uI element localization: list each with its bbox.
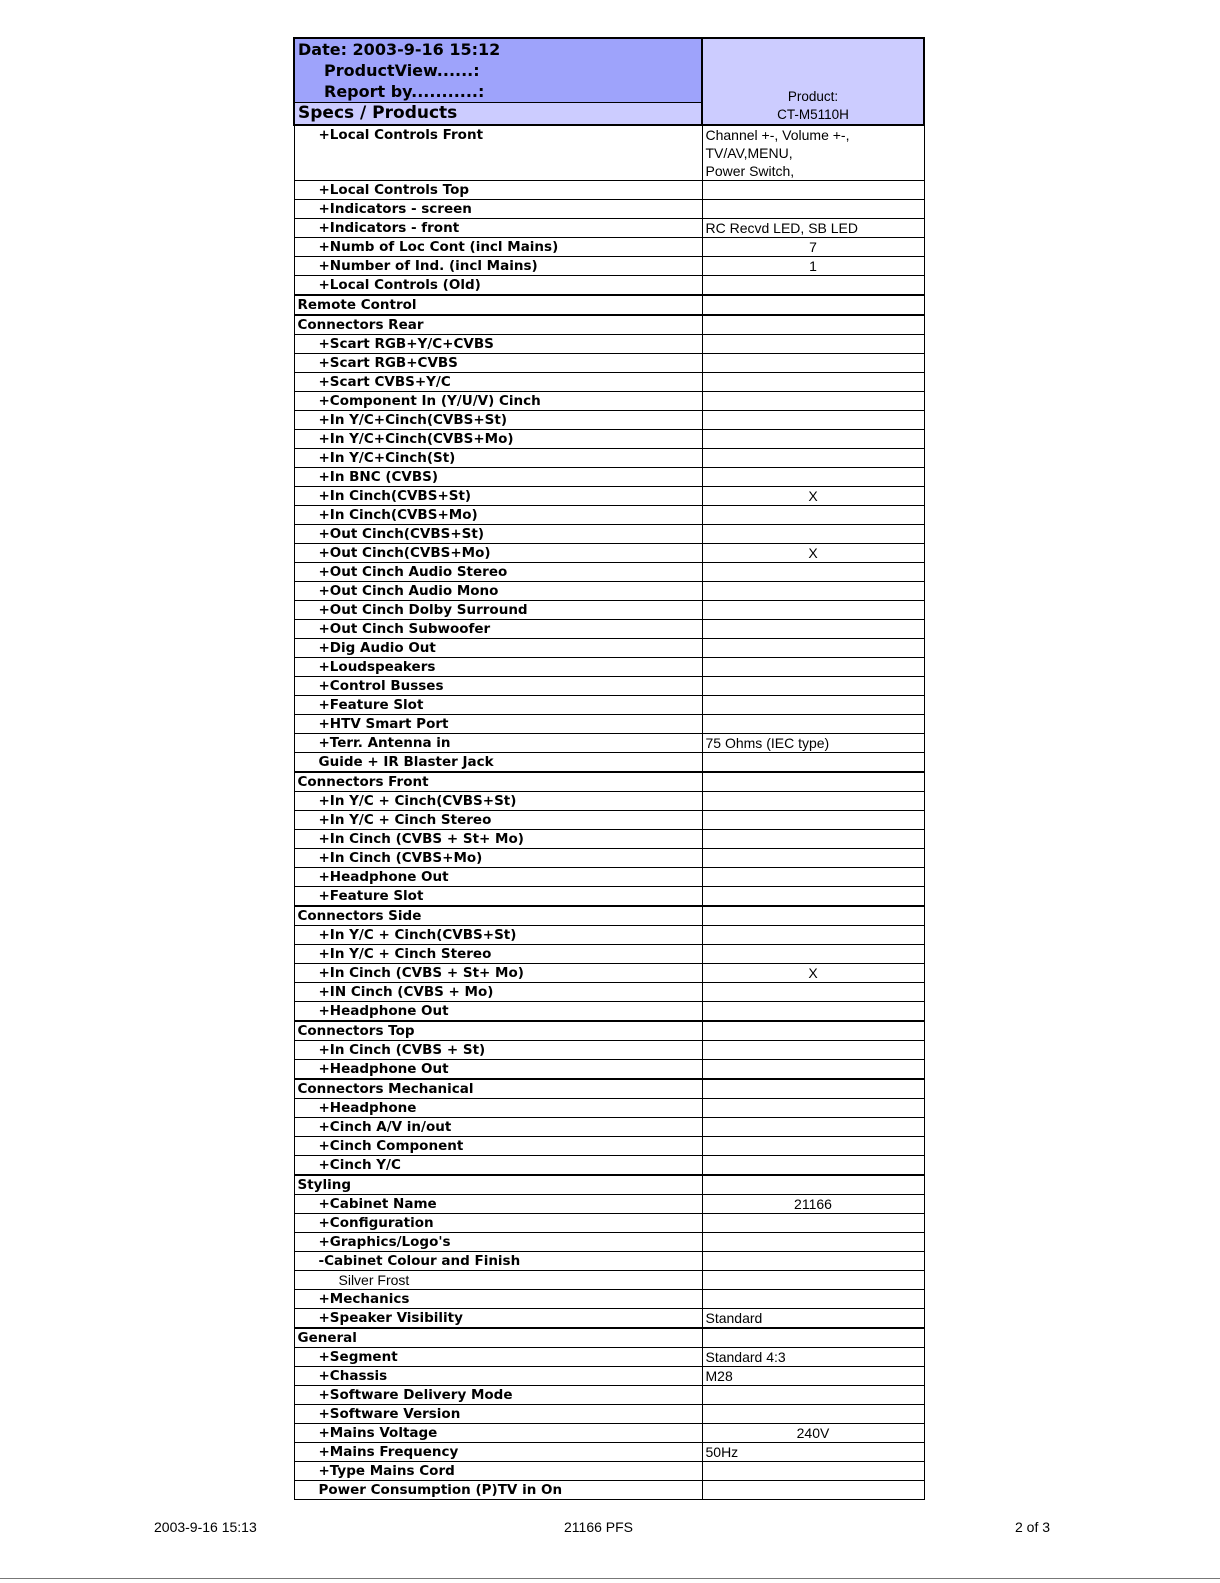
spec-value: [702, 715, 924, 734]
spec-value: [702, 753, 924, 773]
spec-row: [294, 1233, 924, 1252]
spec-row: [294, 257, 924, 276]
spec-row: [294, 1443, 924, 1462]
spec-label: +Speaker Visibility: [294, 1309, 702, 1329]
spec-row: [294, 1405, 924, 1424]
spec-row: [294, 964, 924, 983]
spec-value: [702, 295, 924, 315]
spec-value: Standard: [702, 1309, 924, 1329]
spec-value: [702, 772, 924, 792]
section-label: Connectors Front: [294, 772, 702, 792]
spec-value: [702, 335, 924, 354]
spec-row: [294, 181, 924, 200]
spec-value: 240V: [702, 1424, 924, 1443]
spec-label: +Software Delivery Mode: [294, 1386, 702, 1405]
spec-label: +In Cinch (CVBS + St+ Mo): [294, 830, 702, 849]
spec-label: +In Y/C + Cinch(CVBS+St): [294, 792, 702, 811]
spec-label: +Dig Audio Out: [294, 639, 702, 658]
spec-row: [294, 849, 924, 868]
spec-label: +Scart RGB+CVBS: [294, 354, 702, 373]
spec-row: [294, 430, 924, 449]
spec-label: +Out Cinch Subwoofer: [294, 620, 702, 639]
spec-row: [294, 449, 924, 468]
spec-row: [294, 945, 924, 964]
spec-row: [294, 1252, 924, 1271]
spec-value: [702, 582, 924, 601]
spec-value: [702, 468, 924, 487]
spec-value: [702, 1252, 924, 1271]
spec-value: [702, 1462, 924, 1481]
spec-label: +Out Cinch Audio Stereo: [294, 563, 702, 582]
spec-label: +Chassis: [294, 1367, 702, 1386]
spec-row: [294, 1099, 924, 1118]
spec-row: [294, 373, 924, 392]
spec-label: +Scart RGB+Y/C+CVBS: [294, 335, 702, 354]
spec-value: [702, 506, 924, 525]
spec-label: +Local Controls Front: [294, 125, 702, 181]
spec-label: +In Cinch (CVBS+Mo): [294, 849, 702, 868]
spec-value: [702, 983, 924, 1002]
spec-label: +Out Cinch Audio Mono: [294, 582, 702, 601]
spec-label: +In Y/C + Cinch Stereo: [294, 811, 702, 830]
spec-label: +Scart CVBS+Y/C: [294, 373, 702, 392]
spec-row: [294, 354, 924, 373]
spec-row: [294, 563, 924, 582]
report-info: [295, 39, 701, 103]
spec-label: +Cinch Y/C: [294, 1156, 702, 1176]
spec-row: [294, 677, 924, 696]
spec-row: [294, 753, 924, 773]
spec-label: +Headphone Out: [294, 868, 702, 887]
spec-row: [294, 696, 924, 715]
spec-row: [294, 1271, 924, 1290]
spec-label: +In Y/C+Cinch(CVBS+Mo): [294, 430, 702, 449]
spec-value: X: [702, 487, 924, 506]
spec-value: X: [702, 544, 924, 563]
spec-label: +Headphone Out: [294, 1060, 702, 1080]
page-bottom-divider: [0, 1578, 1220, 1579]
spec-value: [702, 354, 924, 373]
footer-document-id: 21166 PFS: [564, 1519, 634, 1535]
spec-label: +In Y/C+Cinch(CVBS+St): [294, 411, 702, 430]
spec-row: [294, 468, 924, 487]
spec-row: [294, 868, 924, 887]
spec-row: [294, 335, 924, 354]
spec-value: [702, 563, 924, 582]
section-row: [294, 1021, 924, 1041]
spec-row: [294, 1290, 924, 1309]
spec-value: [702, 411, 924, 430]
spec-label: +Terr. Antenna in: [294, 734, 702, 753]
spec-label: +Mains Voltage: [294, 1424, 702, 1443]
spec-row: [294, 125, 924, 181]
spec-row: [294, 506, 924, 525]
spec-value: [702, 811, 924, 830]
spec-value: [702, 1405, 924, 1424]
spec-value: X: [702, 964, 924, 983]
productview-label: ProductView......:: [324, 61, 480, 80]
spec-value: [702, 315, 924, 335]
spec-value: [702, 1328, 924, 1348]
spec-label: +IN Cinch (CVBS + Mo): [294, 983, 702, 1002]
spec-value: 1: [702, 257, 924, 276]
header-left-cell: [294, 38, 702, 125]
spec-row: [294, 582, 924, 601]
spec-value: [702, 1290, 924, 1309]
spec-row: [294, 1481, 924, 1500]
spec-label: +In BNC (CVBS): [294, 468, 702, 487]
spec-label: +Local Controls Top: [294, 181, 702, 200]
product-header-cell: [702, 38, 924, 125]
footer-page-number: 2 of 3: [1015, 1519, 1051, 1535]
spec-label: +Indicators - front: [294, 219, 702, 238]
spec-label: +Configuration: [294, 1214, 702, 1233]
spec-value: [702, 1386, 924, 1405]
spec-label: +In Y/C + Cinch Stereo: [294, 945, 702, 964]
spec-row: [294, 487, 924, 506]
spec-row: [294, 811, 924, 830]
spec-row: [294, 1041, 924, 1060]
spec-value: [702, 1118, 924, 1137]
spec-value: [702, 1175, 924, 1195]
spec-row: [294, 620, 924, 639]
spec-value: [702, 200, 924, 219]
spec-label: +Feature Slot: [294, 887, 702, 907]
spec-value: [702, 696, 924, 715]
spec-label: +Indicators - screen: [294, 200, 702, 219]
spec-row: [294, 1309, 924, 1329]
spec-label: +Number of Ind. (incl Mains): [294, 257, 702, 276]
spec-value: [702, 276, 924, 296]
spec-value: [702, 658, 924, 677]
spec-value: [702, 868, 924, 887]
spec-value: [702, 926, 924, 945]
spec-row: [294, 639, 924, 658]
spec-label: +Loudspeakers: [294, 658, 702, 677]
section-label: Styling: [294, 1175, 702, 1195]
spec-row: [294, 1195, 924, 1214]
spec-value: [702, 392, 924, 411]
spec-value: [702, 1060, 924, 1080]
header-row: [294, 38, 924, 125]
spec-label: +In Cinch(CVBS+St): [294, 487, 702, 506]
spec-label: +In Y/C+Cinch(St): [294, 449, 702, 468]
spec-row: [294, 792, 924, 811]
spec-value: [702, 906, 924, 926]
spec-value: [702, 1041, 924, 1060]
spec-label: +Feature Slot: [294, 696, 702, 715]
section-row: [294, 1328, 924, 1348]
product-model: CT-M5110H: [777, 107, 849, 122]
spec-row: [294, 1118, 924, 1137]
spec-value: [702, 1214, 924, 1233]
spec-label: +Out Cinch(CVBS+St): [294, 525, 702, 544]
footer-timestamp: 2003-9-16 15:13: [154, 1519, 257, 1535]
spec-label: +In Cinch(CVBS+Mo): [294, 506, 702, 525]
spec-label: +HTV Smart Port: [294, 715, 702, 734]
section-label: Remote Control: [294, 295, 702, 315]
spec-row: [294, 1156, 924, 1176]
spec-row: [294, 1060, 924, 1080]
spec-row: [294, 658, 924, 677]
spec-value: [702, 639, 924, 658]
spec-label: +Cinch Component: [294, 1137, 702, 1156]
spec-value: 50Hz: [702, 1443, 924, 1462]
spec-label: +Numb of Loc Cont (incl Mains): [294, 238, 702, 257]
spec-row: [294, 200, 924, 219]
spec-value: [702, 449, 924, 468]
spec-value: [702, 601, 924, 620]
spec-value: [702, 1481, 924, 1500]
spec-label: +Type Mains Cord: [294, 1462, 702, 1481]
spec-value: [702, 373, 924, 392]
reportby-label: Report by...........:: [324, 82, 485, 101]
spec-value: [702, 677, 924, 696]
spec-label: +Headphone Out: [294, 1002, 702, 1022]
report-date: Date: 2003-9-16 15:12: [298, 40, 501, 59]
spec-value: [702, 1021, 924, 1041]
spec-label: +In Cinch (CVBS + St+ Mo): [294, 964, 702, 983]
section-row: [294, 295, 924, 315]
spec-row: [294, 734, 924, 753]
spec-value: [702, 830, 924, 849]
section-row: [294, 772, 924, 792]
spec-row: [294, 1348, 924, 1367]
spec-label: +Graphics/Logo's: [294, 1233, 702, 1252]
spec-value: Standard 4:3: [702, 1348, 924, 1367]
section-label: Connectors Side: [294, 906, 702, 926]
spec-label: -Cabinet Colour and Finish: [294, 1252, 702, 1271]
spec-label: +Mains Frequency: [294, 1443, 702, 1462]
spec-label: Power Consumption (P)TV in On: [294, 1481, 702, 1500]
spec-label: +Component In (Y/U/V) Cinch: [294, 392, 702, 411]
spec-label: +Out Cinch Dolby Surround: [294, 601, 702, 620]
spec-row: [294, 1137, 924, 1156]
spec-row: [294, 392, 924, 411]
spec-value: [702, 1079, 924, 1099]
spec-row: [294, 1002, 924, 1022]
spec-label: Guide + IR Blaster Jack: [294, 753, 702, 773]
spec-row: [294, 1462, 924, 1481]
spec-value: [702, 430, 924, 449]
spec-label: +Control Busses: [294, 677, 702, 696]
spec-label: +Out Cinch(CVBS+Mo): [294, 544, 702, 563]
spec-row: [294, 525, 924, 544]
spec-value: Channel +-, Volume +-, TV/AV,MENU, Power Switch,: [702, 125, 924, 181]
spec-label: +Cinch A/V in/out: [294, 1118, 702, 1137]
spec-row: [294, 926, 924, 945]
spec-value: RC Recvd LED, SB LED: [702, 219, 924, 238]
section-row: [294, 1175, 924, 1195]
spec-value: [702, 620, 924, 639]
spec-row: [294, 830, 924, 849]
spec-row: [294, 887, 924, 907]
spec-value: [702, 792, 924, 811]
spec-row: [294, 219, 924, 238]
spec-value: [702, 849, 924, 868]
spec-row: [294, 544, 924, 563]
product-label: Product:: [787, 89, 839, 104]
spec-value: [702, 1233, 924, 1252]
spec-label: +Cabinet Name: [294, 1195, 702, 1214]
spec-label: +In Y/C + Cinch(CVBS+St): [294, 926, 702, 945]
spec-value: [702, 945, 924, 964]
spec-row: [294, 1386, 924, 1405]
spec-value: [702, 181, 924, 200]
spec-row: [294, 276, 924, 296]
specs-table: [293, 37, 925, 1500]
spec-row: [294, 715, 924, 734]
spec-value: [702, 525, 924, 544]
section-label: Connectors Top: [294, 1021, 702, 1041]
spec-value: [702, 1137, 924, 1156]
spec-row: [294, 411, 924, 430]
spec-label: Silver Frost: [294, 1271, 702, 1290]
spec-value: 75 Ohms (IEC type): [702, 734, 924, 753]
spec-row: [294, 238, 924, 257]
spec-label: +Segment: [294, 1348, 702, 1367]
spec-row: [294, 983, 924, 1002]
section-row: [294, 315, 924, 335]
section-row: [294, 1079, 924, 1099]
spec-value: [702, 1099, 924, 1118]
spec-value: [702, 887, 924, 907]
spec-value: [702, 1002, 924, 1022]
spec-label: +Mechanics: [294, 1290, 702, 1309]
section-label: Connectors Mechanical: [294, 1079, 702, 1099]
spec-value: [702, 1156, 924, 1176]
spec-row: [294, 601, 924, 620]
spec-row: [294, 1367, 924, 1386]
section-row: [294, 906, 924, 926]
section-label: Connectors Rear: [294, 315, 702, 335]
spec-row: [294, 1424, 924, 1443]
spec-value: 21166: [702, 1195, 924, 1214]
spec-label: +Headphone: [294, 1099, 702, 1118]
specs-products-heading: Specs / Products: [295, 103, 701, 124]
spec-label: +Software Version: [294, 1405, 702, 1424]
spec-label: +In Cinch (CVBS + St): [294, 1041, 702, 1060]
spec-row: [294, 1214, 924, 1233]
spec-value: 7: [702, 238, 924, 257]
spec-value: M28: [702, 1367, 924, 1386]
section-label: General: [294, 1328, 702, 1348]
spec-label: +Local Controls (Old): [294, 276, 702, 296]
spec-value: [702, 1271, 924, 1290]
